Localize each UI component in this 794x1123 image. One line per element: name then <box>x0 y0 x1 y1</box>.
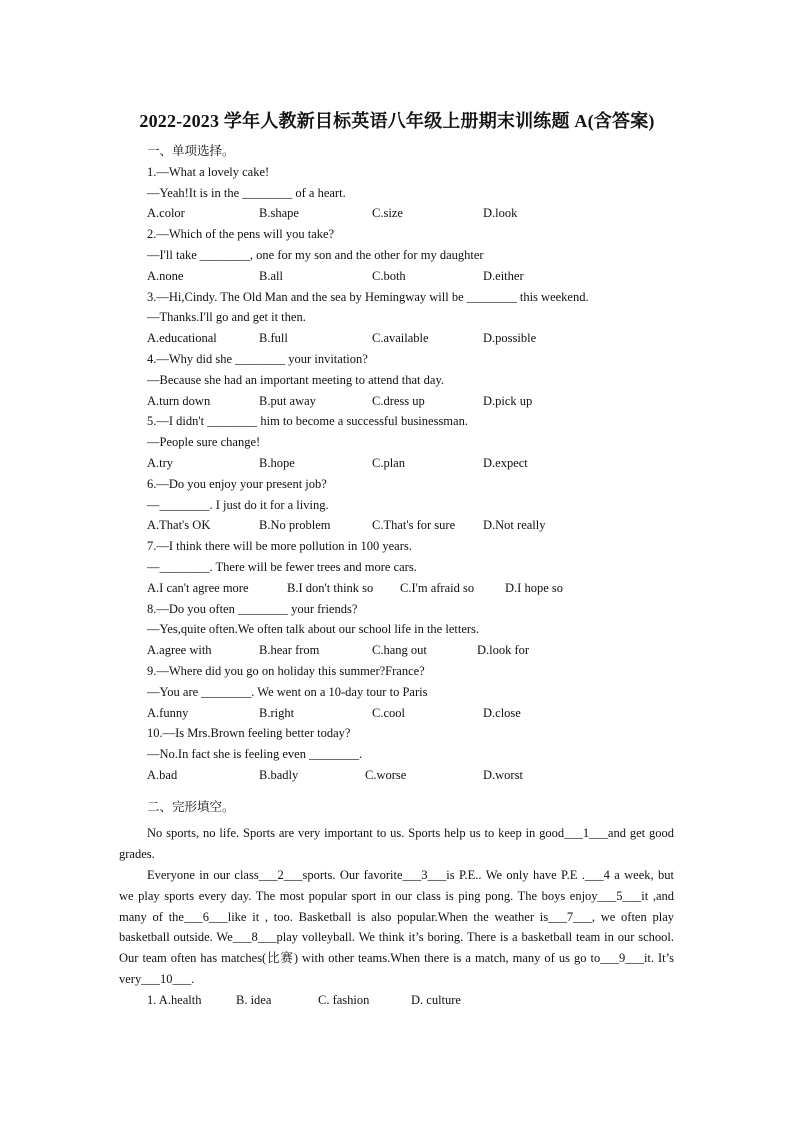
question-10-prompt: 10.—Is Mrs.Brown feeling better today? <box>147 726 351 741</box>
question-10-options <box>147 765 674 786</box>
option-b: B.right <box>259 705 295 720</box>
option-d: D.look for <box>477 643 530 658</box>
option-d: D.either <box>483 268 524 283</box>
option-b: B. idea <box>236 993 272 1007</box>
option-d: D.close <box>483 705 521 720</box>
option-b: B.hope <box>259 455 295 470</box>
question-8-options <box>147 640 674 661</box>
question-6-prompt: 6.—Do you enjoy your present job? <box>147 476 327 491</box>
question-1-response: —Yeah!It is in the ________ of a heart. <box>147 185 346 200</box>
option-c: C.plan <box>372 455 405 470</box>
option-d: D.expect <box>483 455 528 470</box>
option-a: A.I can't agree more <box>147 580 249 595</box>
option-c: C.I'm afraid so <box>400 580 475 595</box>
question-5-response: —People sure change! <box>147 435 261 450</box>
section-2-heading: 二、完形填空。 <box>147 799 235 814</box>
option-a: A.educational <box>147 331 217 346</box>
option-b: B.hear from <box>259 643 320 658</box>
option-d: D.Not really <box>483 518 546 533</box>
option-a: A.color <box>147 206 185 221</box>
section-1-heading: 一、单项选择。 <box>147 144 235 158</box>
question-4-response: —Because she had an important meeting to attend that day. <box>147 372 445 387</box>
question-1-prompt: 1.—What a lovely cake! <box>147 164 270 179</box>
cloze-question-1-options <box>147 990 491 1011</box>
option-d: D. culture <box>411 993 461 1007</box>
document-title: 2022-2023 学年人教新目标英语八年级上册期末训练题 A(含答案) <box>139 111 655 131</box>
question-2-options <box>147 266 674 287</box>
option-a: A.turn down <box>147 393 211 408</box>
question-4-options <box>147 391 674 412</box>
option-d: D.pick up <box>483 393 533 408</box>
question-7-response: —________. There will be fewer trees and more cars. <box>147 559 417 574</box>
question-6-options <box>147 515 674 536</box>
question-7-prompt: 7.—I think there will be more pollution in 100 years. <box>147 539 412 554</box>
question-1-options <box>147 203 674 224</box>
option-b: B.No problem <box>259 518 331 533</box>
option-c: C. fashion <box>318 993 370 1007</box>
option-c: C.available <box>372 331 429 346</box>
question-8-response: —Yes,quite often.We often talk about our school life in the letters. <box>147 622 480 637</box>
option-b: B.put away <box>259 393 316 408</box>
question-10-response: —No.In fact she is feeling even ________. <box>147 747 363 762</box>
option-a: A.try <box>147 455 174 470</box>
option-c: C.hang out <box>372 643 427 658</box>
question-3-response: —Thanks.I'll go and get it then. <box>147 310 306 325</box>
option-c: C.That's for sure <box>372 518 456 533</box>
option-d: D.I hope so <box>505 580 563 595</box>
option-c: C.worse <box>365 767 407 782</box>
option-a: A.agree with <box>147 643 212 658</box>
cloze-paragraph-1: No sports, no life. Sports are very important to us. Sports help us to keep in good___1___and get good grades. <box>119 826 674 861</box>
question-5-prompt: 5.—I didn't ________ him to become a successful businessman. <box>147 414 468 429</box>
question-5-options <box>147 453 674 474</box>
question-6-response: —________. I just do it for a living. <box>147 497 329 512</box>
question-8-prompt: 8.—Do you often ________ your friends? <box>147 601 358 616</box>
section-1 <box>147 141 674 818</box>
question-9-response: —You are ________. We went on a 10-day tour to Paris <box>147 684 428 699</box>
option-a: A.That's OK <box>147 518 211 533</box>
option-b: B.full <box>259 331 288 346</box>
option-c: C.cool <box>372 705 405 720</box>
option-b: B.all <box>259 268 283 283</box>
option-b: B.shape <box>259 206 299 221</box>
question-9-prompt: 9.—Where did you go on holiday this summer?France? <box>147 663 425 678</box>
option-a: A.funny <box>147 705 189 720</box>
option-b: B.I don't think so <box>287 580 374 595</box>
option-c: C.dress up <box>372 393 425 408</box>
question-3-prompt: 3.—Hi,Cindy. The Old Man and the sea by Hemingway will be ________ this weekend. <box>147 289 589 304</box>
question-3-options <box>147 328 674 349</box>
cloze-paragraph-2: Everyone in our class___2___sports. Our favorite___3___is P.E.. We only have P.E .___4 a week, but we play sports every day. The most popular sport in our class is ping pong. The boys enjoy___5___it ,and many of the___6___like it , too. Basketball is also popular.When the weather is___7___, we often play basketball outside. We___8___play volleyball. We think it’s boring. There is a basketball team in our school. Our team often has matches(比赛) with other teams.When there is a match, many of us go to___9___it. It’s very___10___. <box>119 868 674 986</box>
option-d: D.possible <box>483 331 537 346</box>
option-c: C.size <box>372 206 403 221</box>
question-4-prompt: 4.—Why did she ________ your invitation? <box>147 351 368 366</box>
option-a: A.none <box>147 268 184 283</box>
question-7-options <box>147 578 674 599</box>
option-d: D.look <box>483 206 518 221</box>
option-c: C.both <box>372 268 406 283</box>
option-d: D.worst <box>483 767 523 782</box>
option-b: B.badly <box>259 767 299 782</box>
question-9-options <box>147 703 674 724</box>
option-a: A.bad <box>147 767 178 782</box>
option-a: 1. A.health <box>147 993 202 1007</box>
question-2-response: —I'll take ________, one for my son and the other for my daughter <box>147 247 484 262</box>
question-2-prompt: 2.—Which of the pens will you take? <box>147 227 335 242</box>
